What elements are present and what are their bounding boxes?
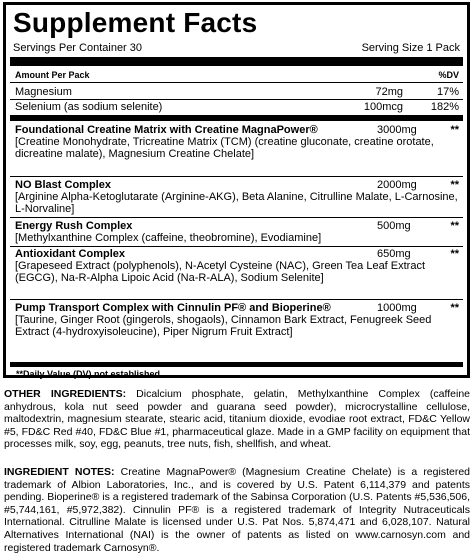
divider (10, 176, 463, 177)
other-ingredients (4, 388, 470, 451)
blend-row (15, 248, 459, 284)
blend-amount: 500mg (377, 220, 411, 232)
blend-ingredients: [Taurine, Ginger Root (gingerols, shogaols), Cinnamon Bark Extract, Fenugreek Seed Extract (4-hydroxyisoleucine), Piper Nigrum Fruit Extract] (15, 314, 432, 338)
blend-ingredients: [Methylxanthine Complex (caffeine, theobromine), Evodiamine] (15, 232, 322, 244)
blend-name: Foundational Creatine Matrix with Creatine MagnaPower® (15, 124, 318, 136)
nutrient-divider (10, 115, 463, 121)
footer-divider (10, 362, 463, 367)
blend-dv: ** (450, 220, 459, 232)
servings-per-container: Servings Per Container 30 (13, 42, 143, 54)
supplement-facts-panel (3, 2, 470, 378)
header-divider (10, 57, 463, 66)
divider (10, 299, 463, 300)
blend-ingredients: [Grapeseed Extract (polyphenols), N-Acetyl Cysteine (NAC), Green Tea Leaf Extract (EGCG), Na-R-Alpha Lipoic Acid (Na-R-ALA), Sodium Selenite] (15, 260, 426, 284)
serving-size: Serving Size 1 Pack (361, 42, 460, 54)
ingredient-notes (4, 466, 470, 554)
nutrient-name: Selenium (as sodium selenite) (15, 101, 163, 113)
daily-value-note: **Daily Value (DV) not established. (16, 369, 163, 379)
ingredient-notes-label: INGREDIENT NOTES: (4, 466, 115, 478)
other-ingredients-text: Dicalcium phosphate, gelatin, Methylxanthine Complex (caffeine anhydrous, kola nut seed powder and guarana seed powder), microcrystalline cellulose, maltodextrin, magnesium stearate, stearic acid, titanium dioxide, evodiae root extract, FD&C Yellow #5, FD&C Red #40, FD&C Blue #1, pharmaceutical glaze. Made in a GMP facility on equipment that processes milk, soy, egg, peanuts, tree nuts, fish, shellfish, and wheat. (4, 388, 471, 451)
blend-amount: 2000mg (377, 179, 417, 191)
blend-dv: ** (450, 124, 459, 136)
blend-row (15, 220, 459, 244)
blend-row (15, 179, 459, 215)
blend-amount: 3000mg (377, 124, 417, 136)
dv-header: %DV (438, 70, 459, 80)
blend-name: NO Blast Complex (15, 179, 111, 191)
blend-row (15, 302, 459, 338)
nutrient-dv: 182% (430, 101, 459, 113)
divider (10, 82, 463, 83)
blend-amount: 650mg (377, 248, 411, 260)
blend-amount: 1000mg (377, 302, 417, 314)
panel-title: Supplement Facts (13, 7, 258, 38)
blend-dv: ** (450, 248, 459, 260)
blend-ingredients: [Arginine Alpha-Ketoglutarate (Arginine-AKG), Beta Alanine, Citrulline Malate, L-Carnosine, L-Norvaline] (15, 191, 458, 215)
divider (10, 246, 463, 247)
other-ingredients-label: OTHER INGREDIENTS: (4, 388, 127, 400)
divider (10, 217, 463, 218)
blend-name: Antioxidant Complex (15, 248, 126, 260)
blend-row (15, 124, 459, 160)
ingredient-notes-text: Creatine MagnaPower® (Magnesium Creatine Chelate) is a registered trademark of Albion Laboratories, Inc., and is covered by U.S. Patent 6,114,379 and patents pending. Bioperine® is a registered trademark of the Sabinsa Corporation (U.S. Patents #5,536,506, #5,744,161, #5,972,382). Cinnulin PF® is a registered trademark of Integrity Nutraceuticals International. Citrulline Malate is licensed under U.S. Pat Nos. 5,874,471 and 6,028,107. Natural Alternatives International (NAI) is the owner of patents as listed on www.carnosyn.com and registered trademark Carnosyn®. (4, 466, 471, 554)
blend-name: Energy Rush Complex (15, 220, 133, 232)
blend-ingredients: [Creatine Monohydrate, Tricreatine Matrix (TCM) (creatine gluconate, creatine orotate, dicreatine malate), Magnesium Creatine Chelate] (15, 136, 434, 160)
amount-header: Amount Per Pack (15, 70, 90, 80)
nutrient-dv: 17% (436, 86, 459, 98)
blend-dv: ** (450, 179, 459, 191)
nutrient-amount: 100mcg (363, 101, 403, 113)
blend-dv: ** (450, 302, 459, 314)
blend-name: Pump Transport Complex with Cinnulin PF® and Bioperine® (15, 302, 331, 314)
nutrient-amount: 72mg (375, 86, 403, 98)
divider (10, 99, 463, 100)
nutrient-name: Magnesium (15, 86, 72, 98)
